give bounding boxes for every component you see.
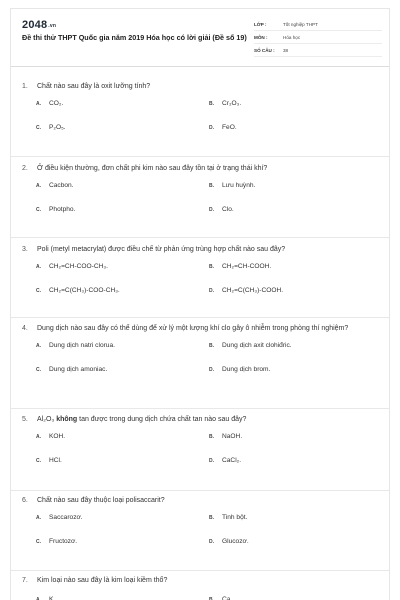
meta-value: Tốt nghiệp THPT (283, 21, 318, 27)
logo-main: 2048 (22, 19, 48, 31)
answer-options (22, 514, 382, 545)
option-text: P₂O₅. (49, 124, 66, 131)
option-a[interactable]: A. KOH. (36, 433, 66, 440)
option-text: Lưu huỳnh. (222, 182, 256, 189)
option-text: Dung dịch brom. (222, 366, 271, 373)
option-d[interactable]: D. Glucozơ. (209, 538, 249, 545)
option-text: Clo. (222, 206, 234, 213)
option-a[interactable]: A. Dung dịch natri clorua. (36, 342, 115, 349)
question-1 (22, 81, 382, 131)
question-5 (22, 414, 382, 464)
option-a[interactable]: A. K. (36, 596, 55, 600)
meta-label: SỐ CÂU : (254, 47, 275, 53)
option-a[interactable]: A. CH₂=CH-COO-CH₃. (36, 263, 108, 270)
option-c[interactable]: C. Fructozơ. (36, 538, 78, 545)
option-text: Dung dịch amoniac. (49, 366, 108, 373)
question-text: Al₂O₃ không tan được trong dung dịch chứa chất tan nào sau đây? (37, 416, 247, 423)
document-header (11, 9, 389, 67)
site-logo[interactable] (22, 19, 56, 31)
meta-row-question-count (254, 44, 382, 57)
option-d[interactable]: D. FeO. (209, 124, 237, 131)
meta-label: LỚP : (254, 21, 267, 27)
option-text: Ca. (222, 596, 233, 600)
option-text: Cr₂O₃. (222, 100, 242, 107)
exam-meta (254, 18, 382, 57)
option-text: Cacbon. (49, 182, 74, 189)
question-number: 1. (22, 83, 28, 90)
question-number: 3. (22, 246, 28, 253)
question-text: Poli (metyl metacrylat) được điều chế từ phản ứng trùng hợp chất nào sau đây? (37, 246, 286, 253)
option-d[interactable]: D. Clo. (209, 206, 234, 213)
option-b[interactable]: B. Cr₂O₃. (209, 100, 242, 107)
option-text: Photpho. (49, 206, 76, 213)
option-b[interactable]: B. Lưu huỳnh. (209, 182, 256, 189)
option-text: Dung dịch natri clorua. (49, 342, 115, 349)
meta-row-class (254, 18, 382, 31)
answer-options (22, 182, 382, 213)
option-c[interactable]: C. Dung dịch amoniac. (36, 366, 108, 373)
question-number: 4. (22, 325, 28, 332)
option-text: CH₂=CH-COO-CH₃. (49, 263, 108, 270)
option-text: FeO. (222, 124, 237, 131)
option-text: CaCl₂. (222, 457, 242, 464)
option-b[interactable]: B. Ca. (209, 596, 232, 600)
document-page (10, 8, 390, 600)
divider (11, 408, 390, 409)
option-c[interactable]: C. HCl. (36, 457, 62, 464)
question-2 (22, 163, 382, 213)
option-text: Tinh bột. (222, 514, 248, 521)
divider (11, 156, 390, 157)
divider (11, 317, 390, 318)
option-text: Fructozơ. (49, 538, 78, 545)
answer-options (22, 342, 382, 373)
option-text: CO₂. (49, 100, 64, 107)
question-text: Dung dịch nào sau đây có thể dùng để xử lý một lượng khí clo gây ô nhiễm trong phòng thí nghiệm? (37, 325, 349, 332)
option-text: NaOH. (222, 433, 243, 440)
option-text: HCl. (49, 457, 62, 464)
option-text: KOH. (49, 433, 66, 440)
option-text: Saccarozơ. (49, 514, 83, 521)
question-text: Chất nào sau đây là oxit lưỡng tính? (37, 83, 151, 90)
option-b[interactable]: B. Tinh bột. (209, 514, 248, 521)
question-text: Ở điều kiện thường, đơn chất phi kim nào sau đây tồn tại ở trạng thái khí? (37, 165, 268, 172)
emphasis-text: không (56, 416, 78, 423)
meta-label: MÔN : (254, 34, 268, 40)
question-text: Kim loại nào sau đây là kim loại kiềm thổ? (37, 577, 168, 584)
logo-suffix: .vn (48, 23, 57, 29)
option-text: Glucozơ. (222, 538, 249, 545)
option-b[interactable]: B. Dung dịch axit clohiđric. (209, 342, 292, 349)
question-number: 5. (22, 416, 28, 423)
divider (11, 490, 390, 491)
meta-value: Hóa học (283, 34, 301, 40)
option-d[interactable]: D. CH₂=C(CH₃)-COOH. (209, 287, 284, 294)
answer-options (22, 433, 382, 464)
question-3 (22, 244, 382, 294)
meta-row-subject (254, 31, 382, 44)
option-a[interactable]: A. CO₂. (36, 100, 64, 107)
option-d[interactable]: D. CaCl₂. (209, 457, 242, 464)
option-c[interactable]: C. P₂O₅. (36, 124, 66, 131)
meta-value: 38 (283, 47, 289, 53)
option-text: Dung dịch axit clohiđric. (222, 342, 292, 349)
page-title: Đề thi thử THPT Quốc gia năm 2019 Hóa học có lời giải (Đề số 19) (22, 33, 247, 42)
divider (11, 237, 390, 238)
option-a[interactable]: A. Saccarozơ. (36, 514, 83, 521)
option-text: CH₂=C(CH₃)-COOH. (222, 287, 284, 294)
question-number: 7. (22, 577, 28, 584)
answer-options (22, 100, 382, 131)
option-c[interactable]: C. CH₂=C(CH₃)-COO-CH₃. (36, 287, 120, 294)
question-7 (22, 575, 382, 600)
option-c[interactable]: C. Photpho. (36, 206, 76, 213)
option-text: K. (49, 596, 56, 600)
option-a[interactable]: A. Cacbon. (36, 182, 74, 189)
option-b[interactable]: B. NaOH. (209, 433, 243, 440)
question-number: 6. (22, 497, 28, 504)
option-text: CH₂=CH-COOH. (222, 263, 272, 270)
option-b[interactable]: B. CH₂=CH-COOH. (209, 263, 272, 270)
question-text: Chất nào sau đây thuộc loại polisaccarit? (37, 497, 165, 504)
option-d[interactable]: D. Dung dịch brom. (209, 366, 271, 373)
answer-options (22, 596, 382, 600)
answer-options (22, 263, 382, 294)
option-text: CH₂=C(CH₃)-COO-CH₃. (49, 287, 120, 294)
question-4 (22, 323, 382, 373)
question-number: 2. (22, 165, 28, 172)
question-6 (22, 495, 382, 545)
divider (11, 570, 390, 571)
